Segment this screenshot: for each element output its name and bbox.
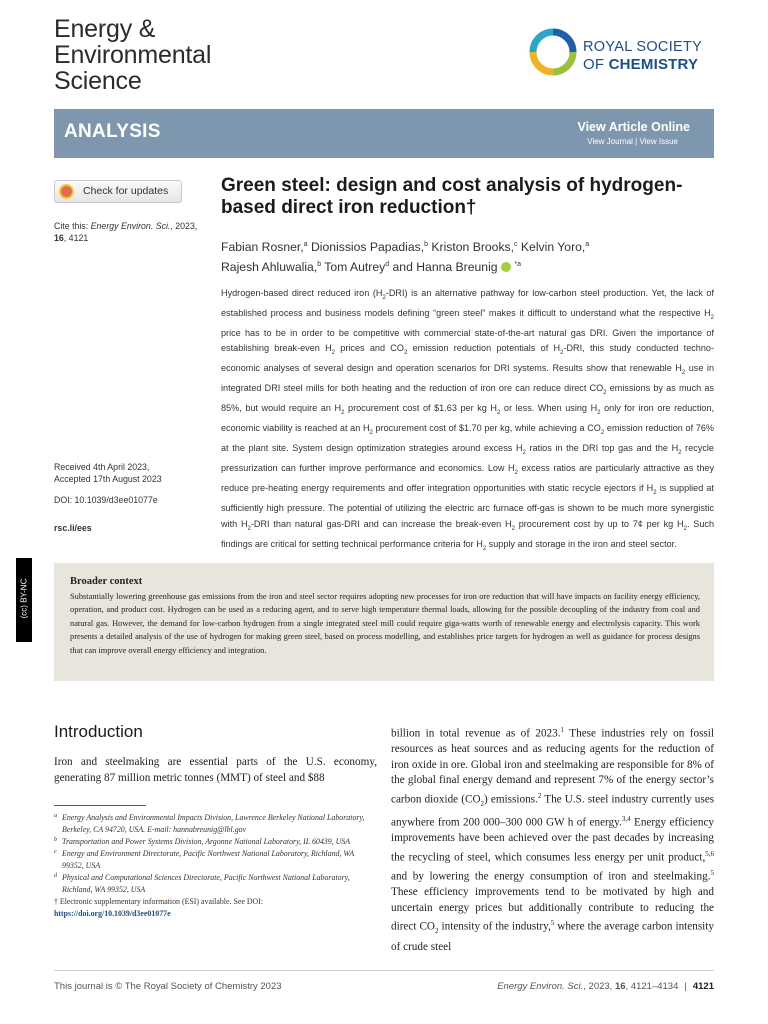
- article-title: Green steel: design and cost analysis of hydrogen-based direct iron reduction†: [221, 175, 683, 218]
- publisher-name-prefix: OF: [583, 56, 609, 73]
- publisher-name-line1: ROYAL SOCIETY: [583, 39, 703, 55]
- publisher-logo: [529, 28, 719, 80]
- journal-title-line: Environmental: [54, 41, 212, 69]
- footnote-divider: [54, 805, 146, 806]
- banner-links: [587, 137, 678, 146]
- publisher-name-line2: [583, 56, 698, 73]
- cite-pages: , 4121: [63, 233, 89, 243]
- cc-license-badge[interactable]: [16, 558, 32, 642]
- received-date: Received 4th April 2023,: [54, 462, 150, 472]
- accepted-date: Accepted 17th August 2023: [54, 474, 162, 484]
- affiliation-footnote: [54, 836, 377, 848]
- broader-context-title: Broader context: [70, 576, 143, 587]
- section-heading-introduction: Introduction: [54, 722, 143, 741]
- copyright-notice: This journal is © The Royal Society of Chemistry 2023: [54, 981, 282, 992]
- page-footer-citation: [497, 981, 714, 992]
- footnote-mark: c: [54, 849, 57, 855]
- footnotes: [54, 812, 377, 920]
- footnote-mark: d: [54, 873, 57, 879]
- footnote-text: Energy Analysis and Environmental Impacts Division, Lawrence Berkeley National Laboratory, Berkeley, CA 94720, USA. E-mail: hannabreunig@lbl.gov: [62, 813, 365, 834]
- footer-volume: 16: [614, 981, 626, 992]
- affiliation-footnote: [54, 848, 377, 872]
- article-type-banner: [54, 109, 714, 158]
- esi-footnote: [54, 896, 377, 920]
- article-type-label: ANALYSIS: [64, 121, 161, 142]
- cite-year: , 2023,: [170, 221, 198, 231]
- check-for-updates-label: Check for updates: [83, 185, 169, 197]
- cite-volume: 16: [54, 233, 64, 243]
- view-issue-link[interactable]: View Issue: [639, 137, 678, 146]
- cc-license-label: (cc) BY-NC: [19, 578, 29, 619]
- footer-pages: , 4121–4134: [625, 981, 679, 992]
- introduction-paragraph-left: Iron and steelmaking are essential parts of the U.S. economy, generating 87 million metric tonnes (MMT) of steel and $88: [54, 756, 377, 784]
- check-for-updates-button[interactable]: [54, 180, 182, 203]
- abstract: Hydrogen-based direct reduced iron $(H_2-DRI)$ is an alternative pathway for low-carbon steel production. Yet, the lack of established process and business models defining “green steel” makes it difficult to understand what the respective $H_2$ price has to be in order to be competitive with commercial state-of-the-art natural gas DRI. Given the importance of establishing break-even $H_2$ prices and $CO_2$ emission reduction potentials of $H_2$-DRI, this study conducted techno-economic analyses of several design and operation scenarios for DRI systems. Results show that renewable $H_2$ use in integrated DRI steel mills for both heating and the reduction of iron ore can reduce direct $CO_2$ emissions by as much as 85%, but would require an $H_2$ procurement cost of $1.63 per kg $H_2$ or less. When using $H_2$ only for iron ore reduction, economic viability is reached at an $H_2$ procurement cost of $1.70 per kg, while achieving a $CO_2$ emission reduction of 76% at the plant site. System design optimization strategies around excess $H_2$ ratios in the DRI top gas and the $H_2$ recycle pressurization can further improve performance and economics. Low $H_2$ excess ratios are particularly attractive as they reduce pre-heating energy requirements and offer integration opportunities with static recycle ejectors if $H_2$ is supplied at sufficiently high pressure. The potential of utilizing the electric arc furnace off-gas is shown to be much more synergistic with $H_2$-DRI than natural gas-DRI and can increase the break-even $H_2$ procurement cost by up to 7¢ per kg $H_2$. Such findings are critical for setting technical performance criteria for $H_2$ supply and storage in the iron and steel sector.: [221, 288, 715, 552]
- introduction-paragraph-right: billion in total revenue as of 2023.$^1$ These industries rely on fossil resources as heat sources and as reducing agents for the reduction of iron oxide in ore. Global iron and steelmaking are responsible for 8% of the global final energy demand and represent 7% of the energy sector’s carbon dioxide $(CO_2)$ emissions.$^2$ The U.S. steel industry currently uses anywhere from 200 000–300 000 GW h of energy.$^{3,4}$ Energy efficiency improvements have been achieved over the past decades by increasing the recycling of steel, which consumes less energy per unit product,$^{5,6}$ and by lowering the energy consumption of iron and steelmaking.$^5$ These efficiency improvements tend to be motivated by high and uncertain energy prices but additionally contribute to reducing the direct $CO_2$ intensity of the industry,$^5$ where the average carbon intensity of crude steel: [391, 726, 715, 953]
- footnote-mark: b: [54, 837, 57, 843]
- author-list: Fabian Rosner,$^a$ Dionissios Papadias,$^b$ Kriston Brooks,$^c$ Kelvin Yoro,$^a$ Rajesh Ahluwalia,$^b$ Tom Autrey$^d$ and Hanna Breunig $^{*a}$: [221, 240, 590, 275]
- footer-year: , 2023,: [583, 981, 615, 992]
- affiliation-footnote: [54, 812, 377, 836]
- citation: [54, 220, 204, 244]
- cite-journal: Energy Environ. Sci.: [90, 221, 171, 231]
- page-number: 4121: [692, 981, 714, 992]
- broader-context-box: [54, 563, 714, 681]
- esi-doi-link[interactable]: https://doi.org/10.1039/d3ee01077e: [54, 909, 171, 918]
- footnote-text: Physical and Computational Sciences Directorate, Pacific Northwest National Laboratory, Richland, WA 99352, USA: [62, 873, 350, 894]
- esi-text: † Electronic supplementary information (ESI) available. See DOI:: [54, 897, 264, 906]
- view-article-online-link[interactable]: View Article Online: [577, 120, 690, 134]
- footer-journal: Energy Environ. Sci.: [497, 981, 584, 992]
- doi[interactable]: DOI: 10.1039/d3ee01077e: [54, 495, 158, 505]
- journal-title-line: Science: [54, 67, 142, 95]
- journal-title: [54, 16, 211, 94]
- footnote-text: Energy and Environment Directorate, Pacific Northwest National Laboratory, Richland, WA 99352, USA: [62, 849, 355, 870]
- footnote-mark: a: [54, 813, 57, 819]
- affiliation-footnote: [54, 872, 377, 896]
- view-journal-link[interactable]: View Journal: [587, 137, 633, 146]
- crossmark-icon: [59, 184, 74, 199]
- cite-prefix: Cite this:: [54, 221, 91, 231]
- journal-short-url[interactable]: rsc.li/ees: [54, 523, 92, 533]
- rsc-ring-icon: [529, 28, 577, 76]
- broader-context-body: Substantially lowering greenhouse gas emissions from the iron and steel sector requires adopting new processes for iron ore reduction that will have impacts on facility energy efficiency, operation, and product cost. Hydrogen can be used as a reducing agent, and to serve high temperature thermal loads, allowing for the possible decoupling of the industry from coal and natural gas. However, the demand for low-carbon hydrogen from a single integrated steel mill could require giga-watts worth of renewable energy and electrolysis capacity. This work presents a detailed analysis of the use of hydrogen for making green steel, based on process modelling, and establishes price targets for hydrogen as well as guidance for process designs that can improve overall energy efficiency and integration.: [70, 592, 700, 655]
- journal-title-line: Energy &: [54, 15, 156, 43]
- footer-divider: [54, 970, 714, 971]
- footnote-text: Transportation and Power Systems Division, Argonne National Laboratory, IL 60439, USA: [62, 837, 351, 846]
- footer-separator: |: [684, 981, 687, 992]
- publisher-name-bold: CHEMISTRY: [608, 56, 699, 73]
- link-separator: |: [632, 137, 640, 146]
